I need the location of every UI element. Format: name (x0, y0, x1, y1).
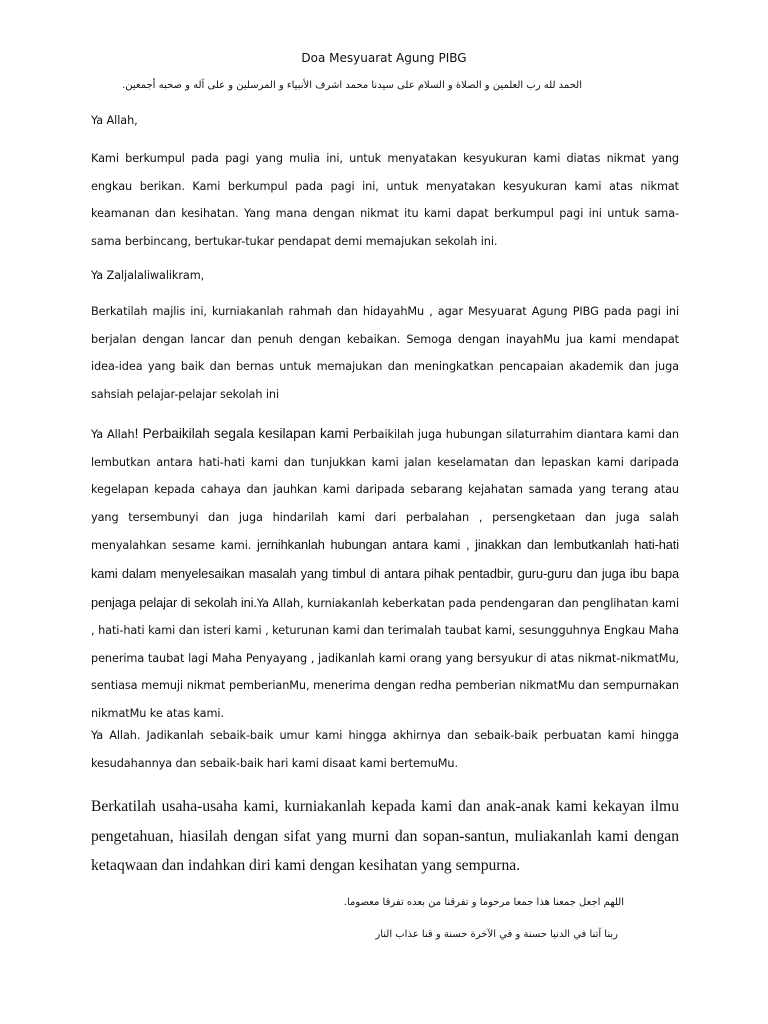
closing-arabic-line-1: اللهم اجعل جمعنا هذا جمعا مرحوما و تفرقنا من بعده تفرقا معصوما. (343, 897, 624, 908)
ya-allah-label: Ya Allah (91, 428, 135, 441)
repentance-main-text: Perbaikilah juga hubungan silaturrahim diantara kami dan lembutkan antara hati-hati kami dan tunjukkan kami jalan keselamatan dan lepaskan kami daripada kegelapan kepada cahaya dan jauhkan kami daripada sebarang kejahatan samada yang terang atau yang tersembunyi dan juga hindarilah kami dari perbalahan , persengketaan dan juga salah menyalahkan sesame kami. (91, 428, 679, 553)
paragraph-knowledge: Berkatilah usaha-usaha kami, kurniakanlah kepada kami dan anak-anak kami kekayan ilmu pengetahuan, hiasilah dengan sifat yang murni dan sopan-santun, muliakanlah kami dengan ketaqwaan dan indahkan diri kami dengan kesihatan yang sempurna. (91, 798, 679, 874)
document-title: Doa Mesyuarat Agung PIBG (301, 51, 467, 65)
salutation-zaljalaliwalikram: Ya Zaljalaliwalikram, (91, 269, 205, 282)
repentance-blessings-text: Ya Allah, kurniakanlah keberkatan pada pendengaran dan penglihatan kami , hati-hati kami dan isteri kami , keturunan kami dan terimalah taubat kami, sesungguhnya Engkau Maha penerima taubat lagi Maha Penyayang , jadikanlah kami orang yang bersyukur di atas nikmat-nikmatMu, sentiasa memuji nikmat pemberianMu, menerima dengan redha pemberian nikmatMu dan sempurnakan nikmatMu ke atas kami. (91, 596, 679, 720)
salutation-ya-allah: Ya Allah, (91, 114, 138, 127)
closing-arabic-line-2: ربنا آتنا في الدنيا حسنة و في الآخرة حسنة و قنا عذاب النار (375, 929, 618, 940)
paragraph-bless-meeting: Berkatilah majlis ini, kurniakanlah rahmah dan hidayahMu , agar Mesyuarat Agung PIBG pada pagi ini berjalan dengan lancar dan penuh dengan kebaikan. Semoga dengan inayahMu jua kami mendapat idea-idea yang baik dan bernas untuk memajukan dan meningkatkan pencapaian akademik dan juga sahsiah pelajar-pelajar sekolah ini (91, 305, 679, 401)
repentance-intro-text: ! Perbaikilah segala kesilapan kami (134, 426, 353, 441)
repentance-relations-text: jernihkanlah hubungan antara kami , jinakkan dan lembutkanlah hati-hati kami dalam menyelesaikan masalah yang timbul di antara pihak pentadbir, guru-guru dan juga ibu bapa penjaga pelajar di sekolah ini. (91, 537, 679, 610)
paragraph-best-life: Ya Allah. Jadikanlah sebaik-baik umur kami hingga akhirnya dan sebaik-baik perbuatan kami hingga kesudahannya dan sebaik-baik hari kami disaat kami bertemuMu. (91, 729, 679, 770)
paragraph-repentance (91, 420, 679, 728)
paragraph-gratitude: Kami berkumpul pada pagi yang mulia ini, untuk menyatakan kesyukuran kami diatas nikmat yang engkau berikan. Kami berkumpul pada pagi ini, untuk menyatakan kesyukuran kami atas nikmat keamanan dan kesihatan. Yang mana dengan nikmat itu kami dapat berkumpul pagi ini untuk sama-sama berbincang, bertukar-tukar pendapat demi memajukan sekolah ini. (91, 152, 679, 248)
opening-arabic-line: الحمد لله رب العلمين و الصلاة و السلام على سيدنا محمد اشرف الأنبياء و المرسلين و على آله و صحبه أجمعين. (122, 80, 582, 91)
